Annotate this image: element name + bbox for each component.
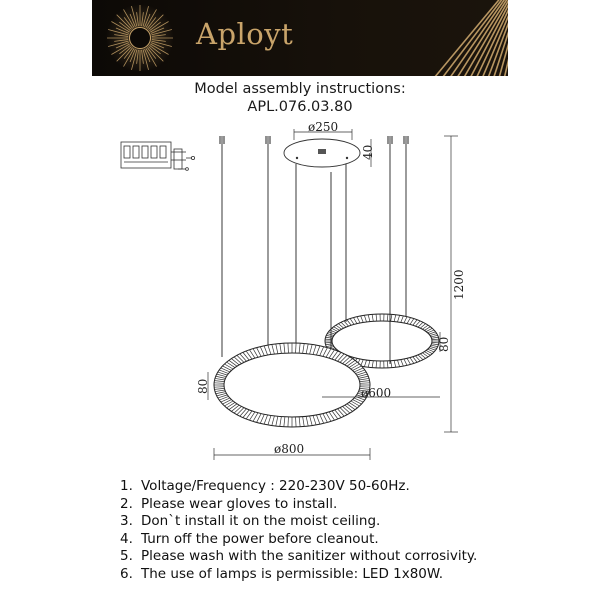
banner-art bbox=[92, 0, 508, 76]
instruction-item bbox=[120, 548, 477, 566]
wiring-diagram bbox=[121, 142, 195, 170]
large-ring-height-label: 80 bbox=[196, 378, 210, 394]
canopy-height-label: 40 bbox=[361, 144, 375, 160]
large-crystal-ring bbox=[214, 343, 370, 427]
instruction-text: Please wash with the sanitizer without corrosivity. bbox=[141, 548, 478, 565]
corner-rays-decoration bbox=[366, 0, 508, 76]
brand-banner bbox=[92, 0, 508, 76]
large-ring-diameter-label: ø800 bbox=[274, 442, 305, 456]
brand-name: Aployt bbox=[196, 17, 294, 51]
instruction-number: 2. bbox=[120, 495, 133, 512]
instruction-text: Voltage/Frequency : 220-230V 50-60Hz. bbox=[141, 478, 410, 494]
instruction-text: Please wear gloves to install. bbox=[141, 495, 338, 512]
instructions-list bbox=[120, 478, 477, 584]
total-height-label: 1200 bbox=[452, 269, 466, 300]
instruction-number: 3. bbox=[120, 513, 133, 530]
canopy-diameter-label: ø250 bbox=[308, 120, 339, 134]
small-ring-height-label: 80 bbox=[437, 336, 451, 352]
sun-burst-icon bbox=[106, 4, 174, 72]
instruction-item bbox=[120, 566, 477, 584]
instruction-number: 1. bbox=[120, 478, 133, 494]
instruction-text: Turn off the power before cleanout. bbox=[141, 530, 379, 547]
instruction-item bbox=[120, 478, 477, 496]
instruction-item bbox=[120, 531, 477, 549]
assembly-drawing bbox=[0, 120, 600, 465]
instruction-item bbox=[120, 496, 477, 514]
instruction-number: 5. bbox=[120, 548, 133, 565]
ceiling-canopy bbox=[284, 129, 371, 167]
instruction-number: 4. bbox=[120, 530, 133, 547]
instruction-item bbox=[120, 513, 477, 531]
model-number: APL.076.03.80 bbox=[247, 99, 353, 115]
small-ring-diameter-label: ø600 bbox=[361, 386, 392, 400]
instruction-text: The use of lamps is permissible: LED 1x80W. bbox=[141, 565, 443, 582]
heading-title: Model assembly instructions: bbox=[194, 81, 406, 97]
instruction-number: 6. bbox=[120, 565, 133, 582]
instruction-text: Don`t install it on the moist ceiling. bbox=[141, 513, 381, 530]
